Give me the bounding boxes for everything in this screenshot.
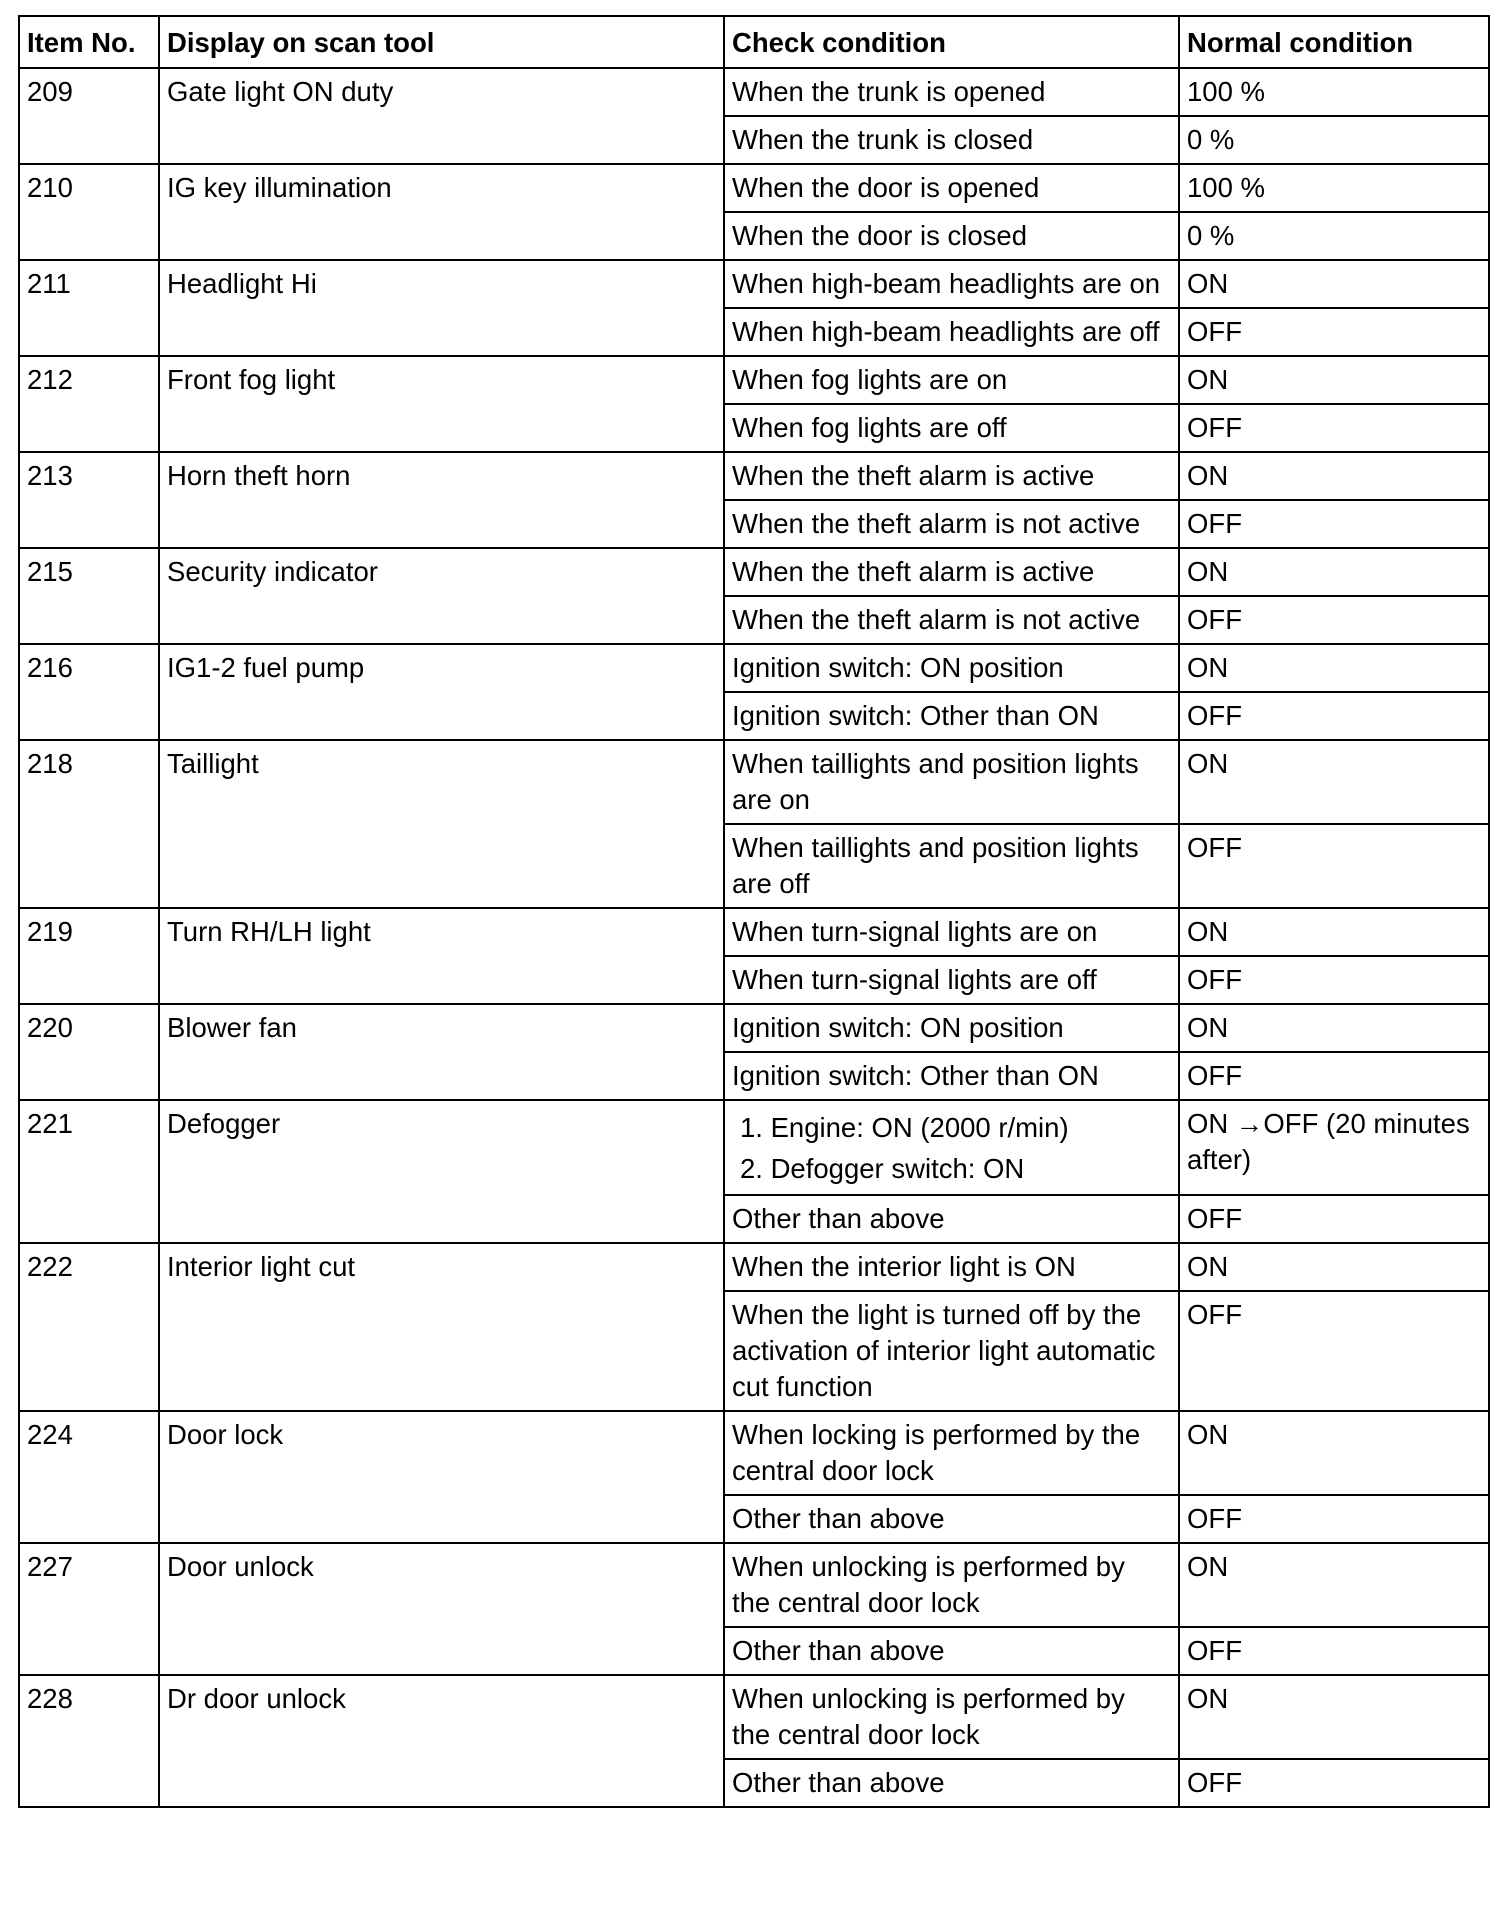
display-name-cell: Front fog light [159,356,724,452]
display-name-cell: Interior light cut [159,1243,724,1411]
header-check-condition: Check condition [724,16,1179,68]
display-name-cell: Taillight [159,740,724,908]
normal-condition-cell: OFF [1179,1759,1489,1807]
item-number-cell: 209 [19,68,159,164]
check-condition-cell: Ignition switch: Other than ON [724,1052,1179,1100]
normal-condition-cell: ON [1179,1004,1489,1052]
display-name-cell: Door unlock [159,1543,724,1675]
display-name-cell: Blower fan [159,1004,724,1100]
check-condition-cell: When the theft alarm is active [724,452,1179,500]
display-name-cell: Gate light ON duty [159,68,724,164]
table-row [19,1100,1489,1195]
normal-condition-cell: OFF [1179,1495,1489,1543]
check-condition-cell: When locking is performed by the central door lock [724,1411,1179,1495]
normal-condition-cell: 100 % [1179,164,1489,212]
normal-condition-cell: OFF [1179,596,1489,644]
check-condition-cell [724,1100,1179,1195]
item-number-cell: 212 [19,356,159,452]
item-number-cell: 222 [19,1243,159,1411]
check-condition-cell: Other than above [724,1495,1179,1543]
table-row [19,356,1489,404]
scan-tool-data-table [18,15,1490,1808]
check-condition-cell: When the theft alarm is not active [724,500,1179,548]
item-number-cell: 216 [19,644,159,740]
table-row [19,1675,1489,1759]
table-row [19,1411,1489,1495]
table-row [19,68,1489,116]
item-number-cell: 215 [19,548,159,644]
check-condition-cell: When unlocking is performed by the central door lock [724,1543,1179,1627]
normal-condition-cell: ON [1179,260,1489,308]
item-number-cell: 210 [19,164,159,260]
item-number-cell: 218 [19,740,159,908]
item-number-cell: 228 [19,1675,159,1807]
normal-condition-cell: ON [1179,452,1489,500]
table-row [19,644,1489,692]
check-condition-cell: When the interior light is ON [724,1243,1179,1291]
normal-condition-cell: ON →OFF (20 minutes after) [1179,1100,1489,1195]
header-normal-condition: Normal condition [1179,16,1489,68]
table-body [19,68,1489,1807]
check-condition-cell: When taillights and position lights are off [724,824,1179,908]
header-display: Display on scan tool [159,16,724,68]
normal-condition-cell: OFF [1179,1627,1489,1675]
check-condition-cell: Ignition switch: ON position [724,1004,1179,1052]
item-number-cell: 221 [19,1100,159,1243]
display-name-cell: IG1-2 fuel pump [159,644,724,740]
normal-condition-cell: ON [1179,1411,1489,1495]
check-condition-cell: When fog lights are on [724,356,1179,404]
table-row [19,164,1489,212]
normal-condition-cell: ON [1179,740,1489,824]
check-condition-cell: When high-beam headlights are on [724,260,1179,308]
display-name-cell: Dr door unlock [159,1675,724,1807]
item-number-cell: 213 [19,452,159,548]
normal-condition-cell: ON [1179,1675,1489,1759]
item-number-cell: 227 [19,1543,159,1675]
normal-condition-cell: ON [1179,644,1489,692]
display-name-cell: Door lock [159,1411,724,1543]
check-condition-cell: Other than above [724,1759,1179,1807]
normal-condition-cell: ON [1179,356,1489,404]
check-condition-cell: When taillights and position lights are on [724,740,1179,824]
normal-condition-cell: OFF [1179,1052,1489,1100]
check-condition-cell: When the theft alarm is active [724,548,1179,596]
table-row [19,1004,1489,1052]
check-condition-cell: Ignition switch: ON position [724,644,1179,692]
normal-condition-cell: OFF [1179,692,1489,740]
check-condition-cell: Ignition switch: Other than ON [724,692,1179,740]
normal-condition-cell: OFF [1179,308,1489,356]
check-condition-cell: When the trunk is opened [724,68,1179,116]
normal-condition-cell: OFF [1179,824,1489,908]
table-row [19,1243,1489,1291]
normal-condition-cell: OFF [1179,404,1489,452]
check-condition-cell: When the theft alarm is not active [724,596,1179,644]
check-condition-cell: When fog lights are off [724,404,1179,452]
check-condition-cell: Other than above [724,1627,1179,1675]
table-row [19,260,1489,308]
normal-condition-cell: OFF [1179,1195,1489,1243]
normal-condition-cell: OFF [1179,500,1489,548]
normal-condition-cell: ON [1179,1243,1489,1291]
display-name-cell: Horn theft horn [159,452,724,548]
item-number-cell: 219 [19,908,159,1004]
normal-condition-cell: ON [1179,908,1489,956]
check-condition-cell: When the door is closed [724,212,1179,260]
display-name-cell: Security indicator [159,548,724,644]
item-number-cell: 220 [19,1004,159,1100]
check-condition-cell: When unlocking is performed by the central door lock [724,1675,1179,1759]
check-condition-cell: When high-beam headlights are off [724,308,1179,356]
normal-condition-cell: ON [1179,548,1489,596]
header-item-no: Item No. [19,16,159,68]
normal-condition-cell: 100 % [1179,68,1489,116]
normal-condition-cell: OFF [1179,1291,1489,1411]
table-row [19,452,1489,500]
check-condition-step: 2. Defogger switch: ON [740,1153,1025,1184]
check-condition-cell: Other than above [724,1195,1179,1243]
normal-condition-cell: 0 % [1179,212,1489,260]
item-number-cell: 211 [19,260,159,356]
normal-condition-cell: 0 % [1179,116,1489,164]
check-condition-cell: When turn-signal lights are off [724,956,1179,1004]
display-name-cell: Headlight Hi [159,260,724,356]
check-condition-step: 1. Engine: ON (2000 r/min) [740,1112,1069,1143]
display-name-cell: IG key illumination [159,164,724,260]
display-name-cell: Defogger [159,1100,724,1243]
table-row [19,1543,1489,1627]
check-condition-cell: When turn-signal lights are on [724,908,1179,956]
display-name-cell: Turn RH/LH light [159,908,724,1004]
normal-condition-cell: ON [1179,1543,1489,1627]
table-row [19,740,1489,824]
check-condition-list [732,1106,1170,1189]
table-row [19,908,1489,956]
table-row [19,548,1489,596]
table-header-row [19,16,1489,68]
item-number-cell: 224 [19,1411,159,1543]
check-condition-cell: When the light is turned off by the activation of interior light automatic cut function [724,1291,1179,1411]
check-condition-cell: When the trunk is closed [724,116,1179,164]
normal-condition-cell: OFF [1179,956,1489,1004]
check-condition-cell: When the door is opened [724,164,1179,212]
